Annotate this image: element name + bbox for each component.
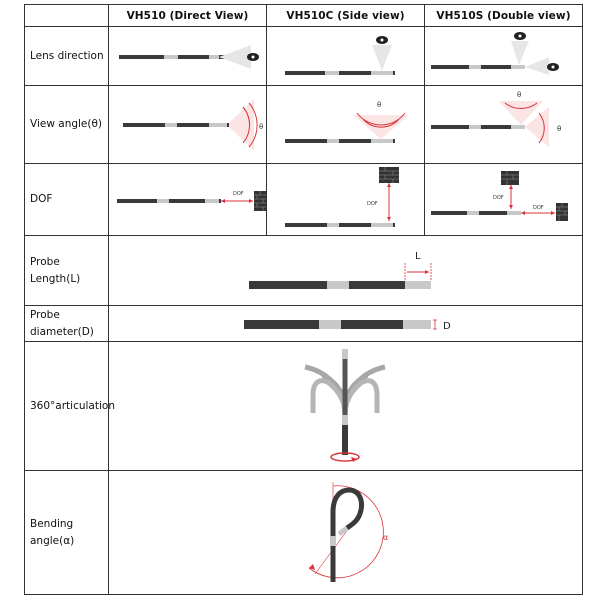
probe-length-illustration (109, 236, 583, 306)
probe-diameter-illustration (109, 306, 583, 342)
view-angle-side (267, 86, 425, 164)
bending-angle-diagram (109, 472, 583, 594)
row-probe-length (25, 236, 583, 306)
dof-label: DOF (533, 204, 544, 211)
direct-view-angle-diagram (109, 87, 267, 163)
dof-side (267, 164, 425, 236)
probe-length-diagram (109, 237, 583, 305)
side-dof-diagram (267, 165, 425, 235)
diameter-label: D (443, 320, 451, 332)
label-dof: DOF (25, 164, 109, 236)
spec-table (24, 4, 583, 595)
dof-label: DOF (493, 194, 504, 201)
double-dof-diagram (425, 165, 583, 235)
row-probe-diameter (25, 306, 583, 342)
bending-angle-illustration (109, 471, 583, 595)
header-vh510s: VH510S (Double view) (425, 5, 583, 27)
header-vh510: VH510 (Direct View) (109, 5, 267, 27)
row-dof (25, 164, 583, 236)
dof-direct (109, 164, 267, 236)
double-view-lens-diagram (425, 27, 583, 85)
theta-label: θ (259, 122, 264, 131)
row-view-angle (25, 86, 583, 164)
lens-double-view (425, 27, 583, 86)
header-empty (25, 5, 109, 27)
view-angle-direct (109, 86, 267, 164)
label-bending-line1: Bending (30, 517, 74, 530)
lens-side-view (267, 27, 425, 86)
lens-direct-view (109, 27, 267, 86)
alpha-label: α (383, 532, 389, 542)
label-articulation: 360°articulation (25, 342, 109, 471)
label-view-angle: View angle(θ) (25, 86, 109, 164)
row-articulation (25, 342, 583, 471)
label-bending-line2: angle(α) (30, 534, 75, 547)
probe-diameter-diagram (109, 307, 583, 341)
label-probe-diameter-line2: diameter(D) (30, 325, 94, 338)
theta-label: θ (517, 90, 522, 99)
label-probe-diameter-line1: Probe (30, 308, 60, 321)
header-vh510c: VH510C (Side view) (267, 5, 425, 27)
direct-dof-diagram (109, 165, 267, 235)
row-bending-angle (25, 471, 583, 595)
label-lens-direction: Lens direction (25, 27, 109, 86)
label-probe-length: Probe Length(L) (25, 236, 109, 306)
theta-label: θ (557, 124, 562, 133)
side-view-lens-diagram (267, 27, 425, 85)
label-probe-diameter (25, 306, 109, 342)
direct-view-lens-diagram (109, 27, 267, 85)
dof-double (425, 164, 583, 236)
side-view-angle-diagram (267, 87, 425, 163)
dof-label: DOF (233, 190, 244, 197)
length-label: L (415, 250, 421, 262)
theta-label: θ (377, 100, 382, 109)
spec-table-container (24, 4, 582, 596)
articulation-illustration (109, 342, 583, 471)
target-brick (501, 171, 519, 185)
row-lens-direction (25, 27, 583, 86)
dof-label: DOF (367, 200, 378, 207)
view-angle-double (425, 86, 583, 164)
header-row (25, 5, 583, 27)
label-bending-angle (25, 471, 109, 595)
articulation-diagram (109, 343, 583, 470)
double-view-angle-diagram (425, 87, 583, 163)
